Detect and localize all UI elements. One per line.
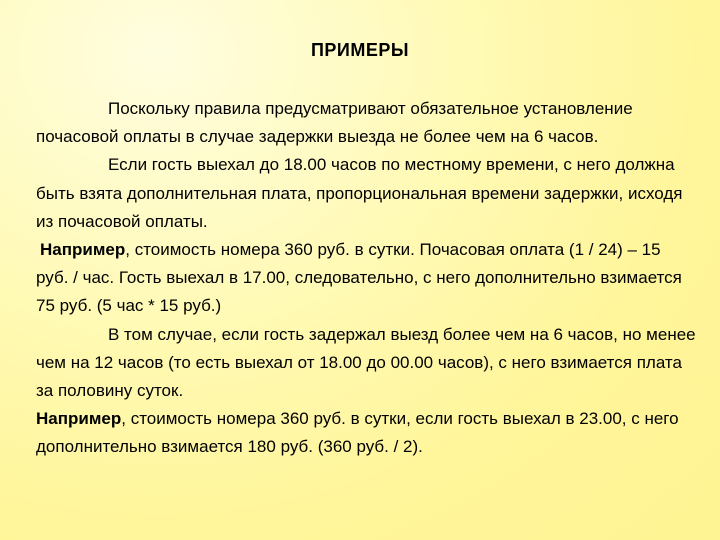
paragraph-hourly-rule — [36, 95, 696, 151]
example-label: Например — [40, 240, 126, 260]
paragraph-text: , стоимость номера 360 руб. в сутки. Почасовая оплата (1 / 24) – 15 руб. / час. Гость выехал в 17.00, следовательно, с него дополнительно взимается 75 руб. (5 час * 15 руб.) — [36, 240, 682, 316]
paragraph-example-1 — [36, 236, 696, 321]
paragraph-text: Поскольку правила предусматривают обязательное установление почасовой оплаты в случае задержки выезда не более чем на 6 часов. — [36, 99, 633, 147]
slide-body — [36, 95, 696, 462]
paragraph-text: Если гость выехал до 18.00 часов по местному времени, с него должна быть взята дополнительная плата, пропорциональная времени задержки, исходя из почасовой оплаты. — [36, 155, 683, 231]
paragraph-example-2 — [36, 405, 696, 461]
slide-title: ПРИМЕРЫ — [310, 40, 409, 60]
paragraph-half-day — [36, 321, 696, 406]
paragraph-before-18 — [36, 151, 696, 236]
paragraph-text: , стоимость номера 360 руб. в сутки, если гость выехал в 23.00, с него дополнительно взимается 180 руб. (360 руб. / 2). — [36, 409, 679, 457]
example-label: Например — [36, 409, 122, 429]
paragraph-text: В том случае, если гость задержал выезд более чем на 6 часов, но менее чем на 12 часов (то есть выехал от 18.00 до 00.00 часов), с него взимается плата за половину суток. — [36, 324, 696, 401]
